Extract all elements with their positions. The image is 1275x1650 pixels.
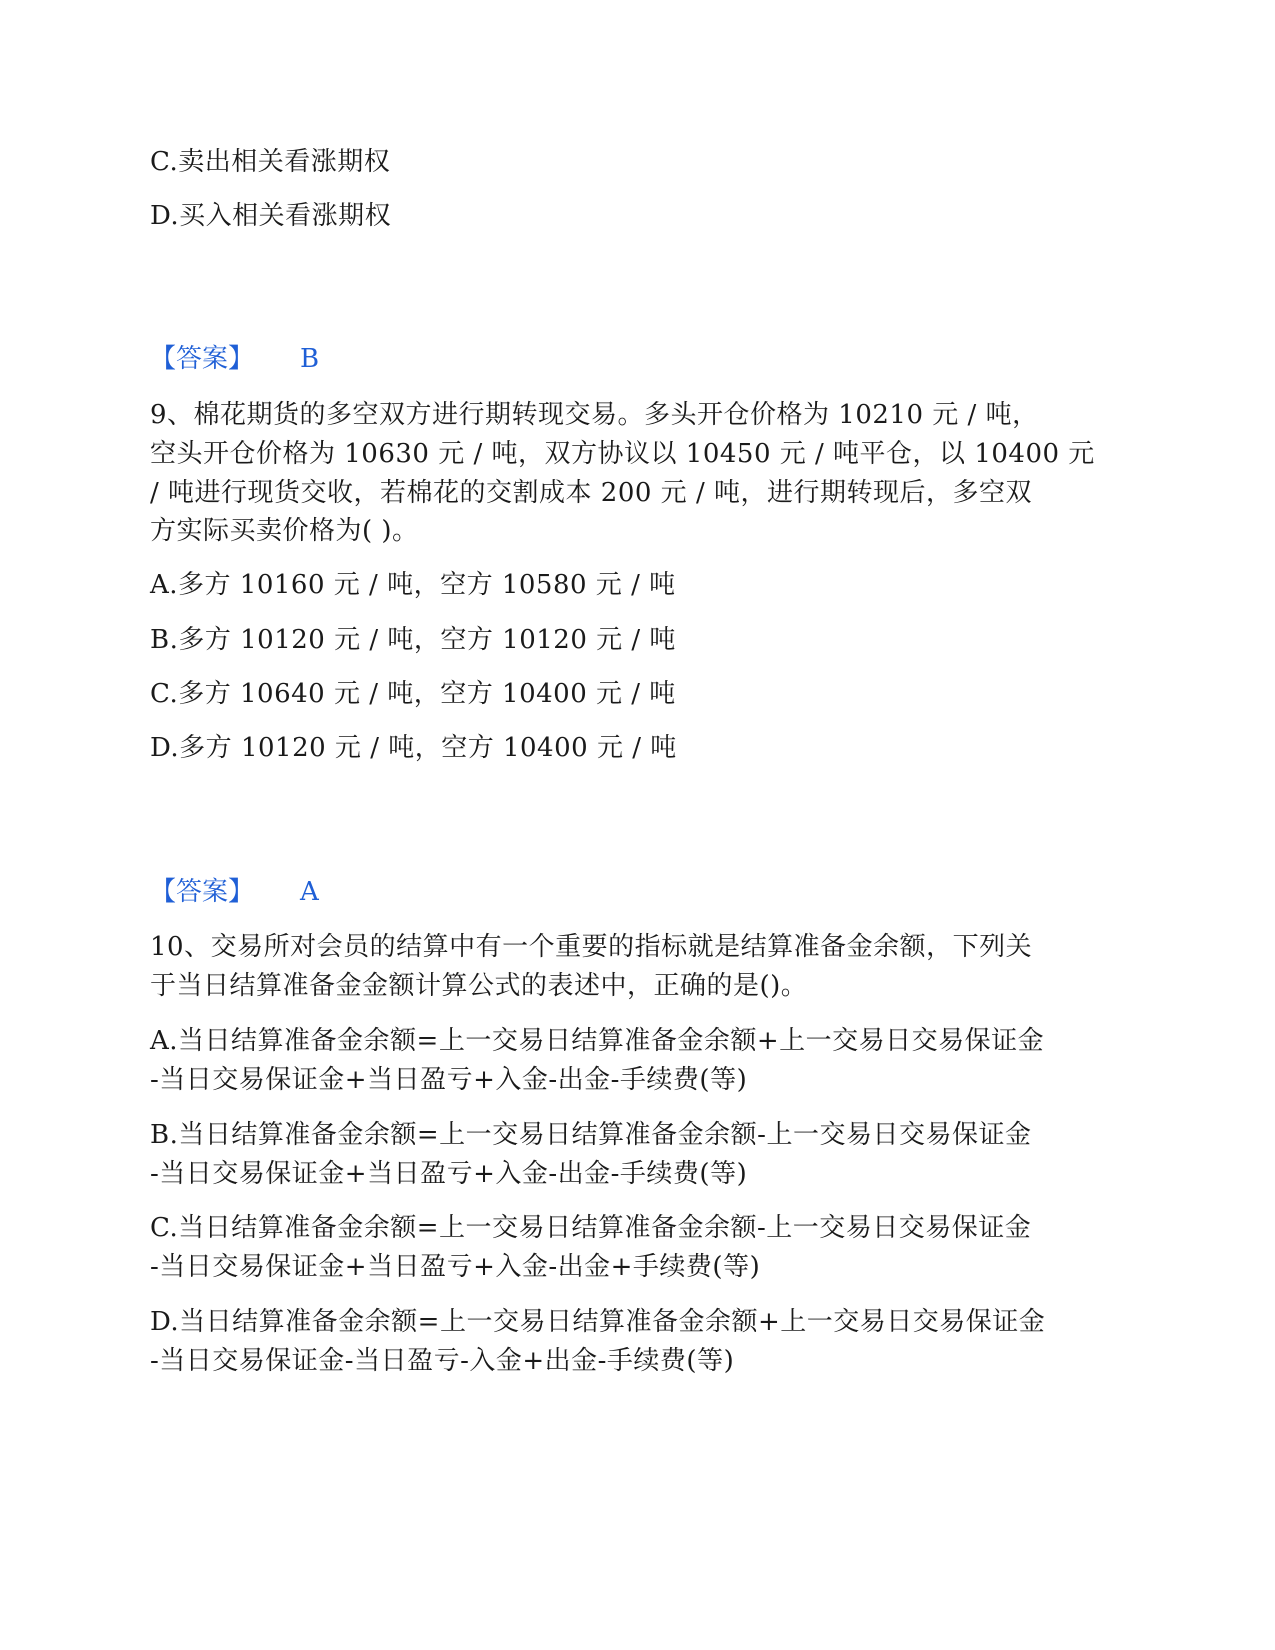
answer-letter: A <box>300 877 319 907</box>
q8-option-d: D.买入相关看涨期权 <box>150 201 392 231</box>
q10-option-a-line-2: -当日交易保证金+当日盈亏+入金-出金-手续费(等) <box>150 1065 748 1095</box>
q9-option-b: B.多方 10120 元 / 吨，空方 10120 元 / 吨 <box>150 625 676 655</box>
q9-answer <box>150 877 319 907</box>
q10-option-b-line-2: -当日交易保证金+当日盈亏+入金-出金-手续费(等) <box>150 1159 748 1189</box>
q9-option-d: D.多方 10120 元 / 吨，空方 10400 元 / 吨 <box>150 733 677 763</box>
q10-option-d-line-1: D.当日结算准备金余额=上一交易日结算准备金余额+上一交易日交易保证金 <box>150 1307 1046 1337</box>
q10-option-c-line-2: -当日交易保证金+当日盈亏+入金-出金+手续费(等) <box>150 1252 761 1282</box>
answer-label: 【答案】 <box>150 877 255 907</box>
answer-letter: B <box>300 344 320 374</box>
q10-option-a-line-1: A.当日结算准备金余额=上一交易日结算准备金余额+上一交易日交易保证金 <box>150 1026 1045 1056</box>
q9-stem-line-3: / 吨进行现货交收，若棉花的交割成本 200 元 / 吨，进行期转现后，多空双 <box>150 478 1032 508</box>
answer-label: 【答案】 <box>150 344 255 374</box>
q8-answer <box>150 344 319 374</box>
q10-option-c-line-1: C.当日结算准备金余额=上一交易日结算准备金余额-上一交易日交易保证金 <box>150 1213 1032 1243</box>
q10-option-d-line-2: -当日交易保证金-当日盈亏-入金+出金-手续费(等) <box>150 1346 735 1376</box>
q9-option-a: A.多方 10160 元 / 吨，空方 10580 元 / 吨 <box>150 570 676 600</box>
q10-stem-line-1: 10、交易所对会员的结算中有一个重要的指标就是结算准备金余额，下列关 <box>150 932 1033 962</box>
q10-option-b-line-1: B.当日结算准备金余额=上一交易日结算准备金余额-上一交易日交易保证金 <box>150 1120 1032 1150</box>
q10-stem-line-2: 于当日结算准备金金额计算公式的表述中，正确的是()。 <box>150 971 808 1001</box>
q9-stem-line-4: 方实际买卖价格为( )。 <box>150 516 419 546</box>
q9-stem-line-2: 空头开仓价格为 10630 元 / 吨，双方协议以 10450 元 / 吨平仓，以 10400 元 <box>150 439 1095 469</box>
q9-stem-line-1: 9、棉花期货的多空双方进行期转现交易。多头开仓价格为 10210 元 / 吨， <box>150 400 1039 430</box>
q8-option-c: C.卖出相关看涨期权 <box>150 147 391 177</box>
q9-option-c: C.多方 10640 元 / 吨，空方 10400 元 / 吨 <box>150 679 676 709</box>
